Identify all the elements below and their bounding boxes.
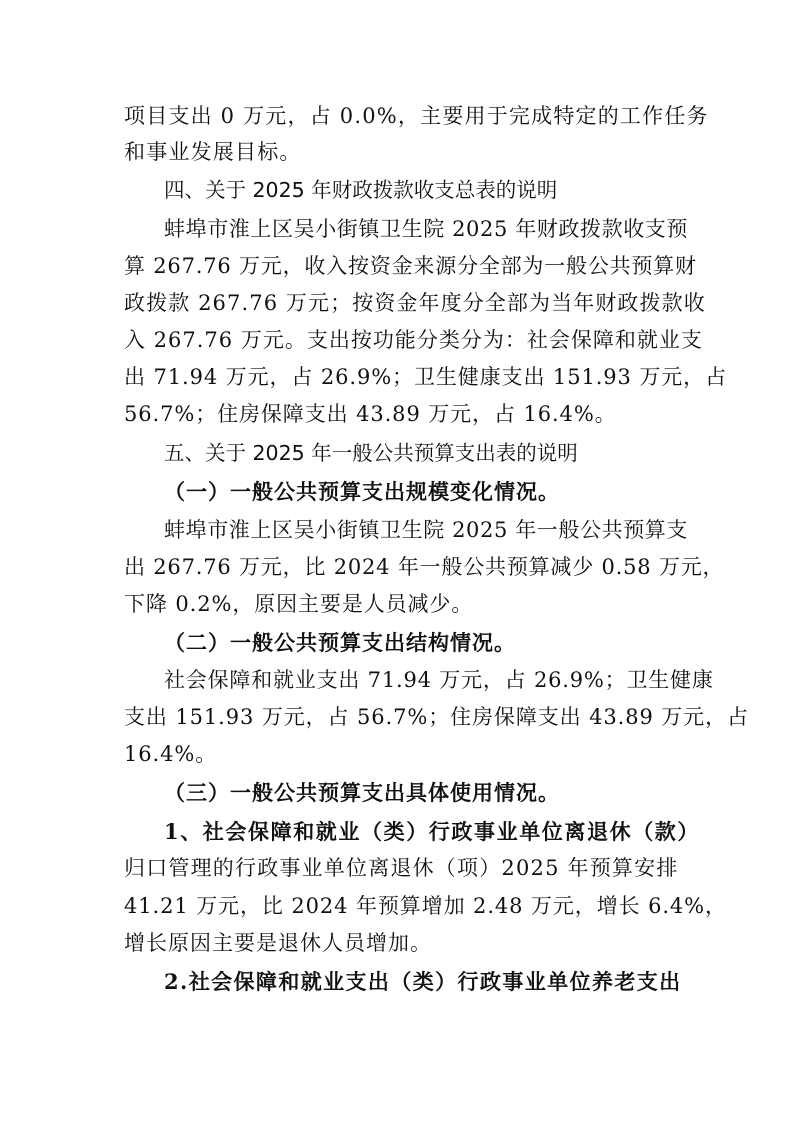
- body-text-line: 下降 0.2%，原因主要是人员减少。: [124, 592, 474, 616]
- body-text-line: 出 267.76 万元，比 2024 年一般公共预算减少 0.58 万元，: [124, 555, 725, 579]
- body-text-line: 增长原因主要是退休人员增加。: [124, 931, 432, 955]
- body-text-line: 56.7%；住房保障支出 43.89 万元，占 16.4%。: [124, 402, 617, 426]
- body-text-line: 入 267.76 万元。支出按功能分类分为：社会保障和就业支: [124, 328, 703, 352]
- body-text-line: 蚌埠市淮上区吴小街镇卫生院 2025 年财政拨款收支预: [164, 217, 688, 241]
- body-text-line: 和事业发展目标。: [124, 140, 302, 164]
- body-text-line: 16.4%。: [124, 742, 218, 766]
- body-text-line: 蚌埠市淮上区吴小街镇卫生院 2025 年一般公共预算支: [164, 518, 688, 542]
- body-text-line: 社会保障和就业支出 71.94 万元，占 26.9%；卫生健康: [164, 668, 714, 692]
- body-text-line: 支出 151.93 万元，占 56.7%；住房保障支出 43.89 万元，占: [124, 705, 749, 729]
- body-text-line: 算 267.76 万元，收入按资金来源分全部为一般公共预算财: [124, 254, 697, 278]
- subsection-heading-3: （三）一般公共预算支出具体使用情况。: [164, 780, 560, 805]
- body-text-line: 政拨款 267.76 万元；按资金年度分全部为当年财政拨款收: [124, 291, 706, 315]
- section-heading-4: 四、关于 2025 年财政拨款收支总表的说明: [164, 178, 558, 202]
- subsection-heading-1: （一）一般公共预算支出规模变化情况。: [164, 479, 560, 504]
- body-text-line: 项目支出 0 万元，占 0.0%，主要用于完成特定的工作任务: [124, 104, 709, 128]
- body-text-line: 归口管理的行政事业单位离退休（项）2025 年预算安排: [124, 856, 679, 880]
- body-text-line: 41.21 万元，比 2024 年预算增加 2.48 万元，增长 6.4%，: [124, 894, 727, 918]
- section-heading-5: 五、关于 2025 年一般公共预算支出表的说明: [164, 441, 578, 465]
- item-heading-2: 2.社会保障和就业支出（类）行政事业单位养老支出: [164, 969, 682, 994]
- subsection-heading-2: （二）一般公共预算支出结构情况。: [164, 630, 516, 655]
- body-text-line: 出 71.94 万元，占 26.9%；卫生健康支出 151.93 万元，占: [124, 365, 727, 389]
- item-heading-1: 1、社会保障和就业（类）行政事业单位离退休（款）: [164, 819, 701, 844]
